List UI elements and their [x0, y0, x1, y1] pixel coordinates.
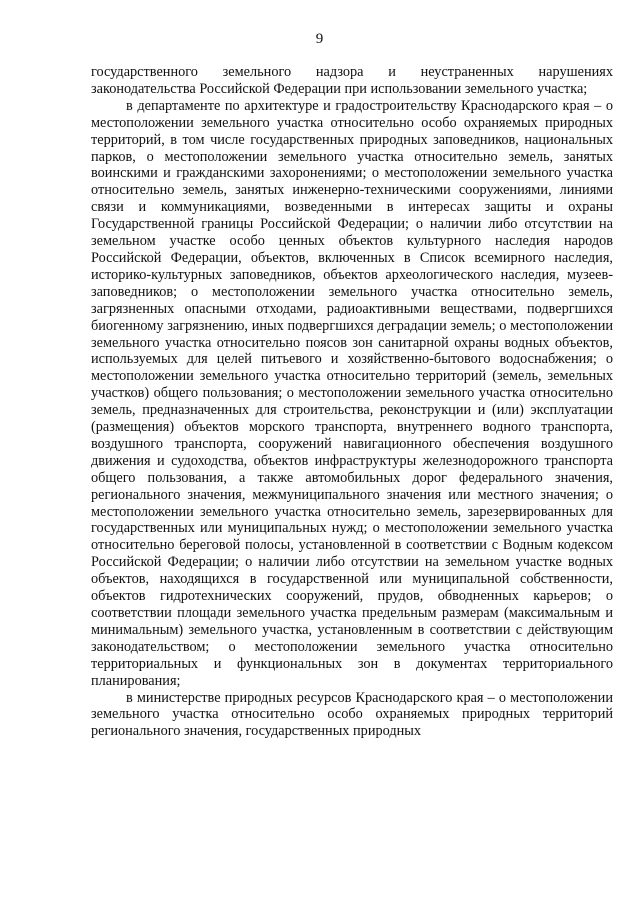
paragraph-natural-resources-ministry: в министерстве природных ресурсов Краснодарского края – о местоположении земельного участка относительно особо охраняемых природных территорий регионального значения, государственных природных: [91, 689, 613, 740]
page-number: 9: [315, 31, 324, 47]
paragraph-architecture-department: в департаменте по архитектуре и градостроительству Краснодарского края – о местоположении земельного участка относительно особо охраняемых природных территорий, в том числе государственных природных заповедников, национальных парков, о местоположении земельного участка относительно земель, занятых воинскими и гражданскими захоронениями; о местоположении земельного участка относительно земель, занятых инженерно-техническими сооружениями, линиями связи и коммуникациями, возведенными в интересах защиты и охраны Государственной границы Российской Федерации; о наличии либо отсутствии на земельном участке особо ценных объектов культурного наследия народов Российской Федерации, объектов, включенных в Список всемирного наследия, историко-культурных заповедников, объектов археологического наследия, музеев-заповедников; о местоположении земельного участка относительно земель, загрязненных опасными отходами, радиоактивными веществами, подвергшихся биогенному загрязнению, иных подвергшихся деградации земель; о местоположении земельного участка относительно поясов зон санитарной охраны водных объектов, используемых для целей питьевого и хозяйственно-бытового водоснабжения; о местоположении земельного участка относительно территорий (земель, земельных участков) общего пользования; о местоположении земельного участка относительно земель, предназначенных для строительства, реконструкции и (или) эксплуатации (размещения) объектов морского транспорта, внутреннего водного транспорта, воздушного транспорта, сооружений навигационного обеспечения воздушного движения и судоходства, объектов инфраструктуры железнодорожного транспорта общего пользования, а также автомобильных дорог федерального значения, регионального значения, межмуниципального значения или местного значения; о местоположении земельного участка относительно земель, зарезервированных для государственных или муниципальных нужд; о местоположении земельного участка относительно береговой полосы, установленной в соответствии с Водным кодексом Российской Федерации; о наличии либо отсутствии на земельном участке водных объектов, находящихся в государственной или муниципальной собственности, объектов гидротехнических сооружений, прудов, обводненных карьеров; о соответствии площади земельного участка предельным размерам (максимальным и минимальным) земельного участка, установленным в соответствии с действующим законодательством; о местоположении земельного участка относительно территориальных и функциональных зон в документах территориального планирования;: [91, 97, 613, 689]
document-body: [91, 64, 613, 740]
paragraph-continuation: государственного земельного надзора и неустраненных нарушениях законодательства Российской Федерации при использовании земельного участка;: [91, 64, 613, 97]
